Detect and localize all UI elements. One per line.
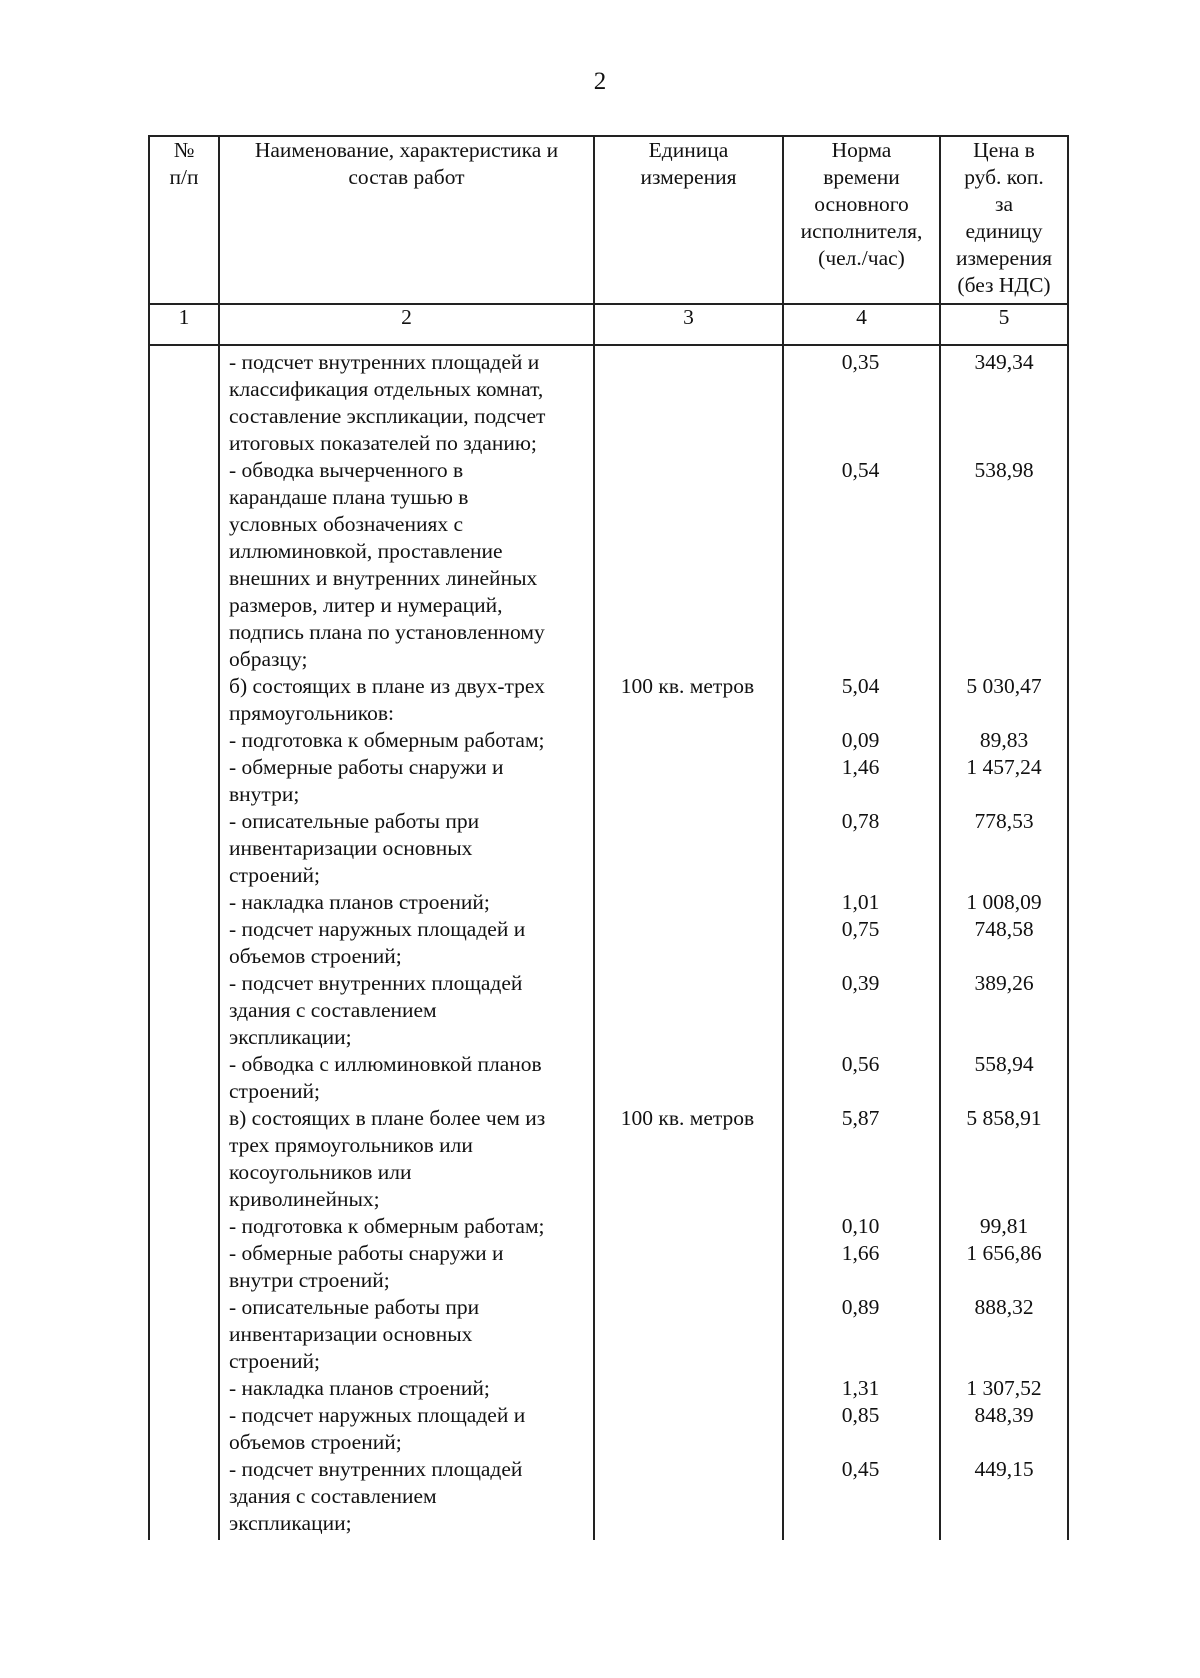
table-row bbox=[0, 970, 1200, 997]
work-description: - обводка вычерченного в bbox=[229, 458, 464, 482]
work-description: - подготовка к обмерным работам; bbox=[229, 728, 545, 752]
unit-price: 888,32 bbox=[974, 1295, 1034, 1319]
table-row bbox=[0, 403, 1200, 430]
work-description: внешних и внутренних линейных bbox=[229, 566, 538, 590]
time-norm: 1,66 bbox=[841, 1241, 880, 1265]
column-number-2: 2 bbox=[401, 305, 412, 329]
work-description: образцу; bbox=[229, 647, 308, 671]
table-row bbox=[0, 565, 1200, 592]
unit-price: 349,34 bbox=[974, 350, 1034, 374]
header-number: № п/п bbox=[169, 138, 199, 189]
table-row bbox=[0, 538, 1200, 565]
work-description: объемов строений; bbox=[229, 1430, 402, 1454]
work-description: размеров, литер и нумераций, bbox=[229, 593, 503, 617]
table-row bbox=[0, 1510, 1200, 1537]
work-description: иллюминовкой, проставление bbox=[229, 539, 503, 563]
work-description: внутри; bbox=[229, 782, 300, 806]
table-row bbox=[0, 1267, 1200, 1294]
time-norm: 0,45 bbox=[841, 1457, 880, 1481]
work-description: - описательные работы при bbox=[229, 809, 480, 833]
work-description: - обмерные работы снаружи и bbox=[229, 755, 504, 779]
header-norm: Норма времени основного исполнителя, (чел./час) bbox=[800, 138, 923, 270]
table-row bbox=[0, 889, 1200, 916]
unit-price: 848,39 bbox=[974, 1403, 1034, 1427]
table-row bbox=[0, 592, 1200, 619]
unit-price: 1 457,24 bbox=[966, 755, 1042, 779]
table-row bbox=[0, 511, 1200, 538]
table-row bbox=[0, 1375, 1200, 1402]
unit-price: 538,98 bbox=[974, 458, 1034, 482]
work-description: криволинейных; bbox=[229, 1187, 380, 1211]
work-description: экспликации; bbox=[229, 1511, 352, 1535]
table-row bbox=[0, 700, 1200, 727]
time-norm: 0,85 bbox=[841, 1403, 880, 1427]
work-description: подпись плана по установленному bbox=[229, 620, 545, 644]
time-norm: 0,89 bbox=[841, 1295, 880, 1319]
work-description: - накладка планов строений; bbox=[229, 1376, 490, 1400]
work-description: инвентаризации основных bbox=[229, 836, 473, 860]
time-norm: 0,75 bbox=[841, 917, 880, 941]
work-description: косоугольников или bbox=[229, 1160, 412, 1184]
column-number-4: 4 bbox=[856, 305, 867, 329]
work-description: строений; bbox=[229, 863, 320, 887]
table-row bbox=[0, 619, 1200, 646]
table-row bbox=[0, 1240, 1200, 1267]
unit-price: 558,94 bbox=[974, 1052, 1034, 1076]
time-norm: 1,01 bbox=[841, 890, 880, 914]
unit-price: 1 307,52 bbox=[966, 1376, 1042, 1400]
table-row bbox=[0, 727, 1200, 754]
time-norm: 5,87 bbox=[841, 1106, 880, 1130]
work-description: б) состоящих в плане из двух-трех bbox=[229, 674, 545, 698]
column-numbers-bottom-border bbox=[148, 344, 1069, 346]
unit-price: 389,26 bbox=[974, 971, 1034, 995]
time-norm: 0,10 bbox=[841, 1214, 880, 1238]
table-row bbox=[0, 1159, 1200, 1186]
work-description: объемов строений; bbox=[229, 944, 402, 968]
table-row bbox=[0, 1348, 1200, 1375]
table-row bbox=[0, 349, 1200, 376]
time-norm: 0,54 bbox=[841, 458, 880, 482]
work-description: - накладка планов строений; bbox=[229, 890, 490, 914]
work-description: прямоугольников: bbox=[229, 701, 394, 725]
work-description: здания с составлением bbox=[229, 1484, 437, 1508]
header-unit: Единица измерения bbox=[640, 138, 737, 189]
table-row bbox=[0, 835, 1200, 862]
time-norm: 0,56 bbox=[841, 1052, 880, 1076]
unit-price: 449,15 bbox=[974, 1457, 1034, 1481]
table-row bbox=[0, 754, 1200, 781]
table-row bbox=[0, 1321, 1200, 1348]
unit-price: 1 008,09 bbox=[966, 890, 1042, 914]
column-number-3: 3 bbox=[683, 305, 694, 329]
table-row bbox=[0, 376, 1200, 403]
table-row bbox=[0, 1402, 1200, 1429]
table-row bbox=[0, 1294, 1200, 1321]
unit-price: 99,81 bbox=[979, 1214, 1029, 1238]
header-price: Цена в руб. коп. за единицу измерения (без НДС) bbox=[955, 138, 1053, 297]
work-description: составление экспликации, подсчет bbox=[229, 404, 546, 428]
work-description: - подсчет внутренних площадей bbox=[229, 1457, 523, 1481]
time-norm: 0,09 bbox=[841, 728, 880, 752]
column-number-5: 5 bbox=[998, 305, 1010, 329]
unit-price: 5 030,47 bbox=[966, 674, 1042, 698]
unit-price: 778,53 bbox=[974, 809, 1034, 833]
table-row bbox=[0, 943, 1200, 970]
table-row bbox=[0, 1105, 1200, 1132]
work-description: инвентаризации основных bbox=[229, 1322, 473, 1346]
work-description: - подсчет наружных площадей и bbox=[229, 917, 526, 941]
work-description: - подсчет наружных площадей и bbox=[229, 1403, 526, 1427]
table-row bbox=[0, 1024, 1200, 1051]
table-row bbox=[0, 1213, 1200, 1240]
table-row bbox=[0, 997, 1200, 1024]
table-row bbox=[0, 484, 1200, 511]
header-name: Наименование, характеристика и состав работ bbox=[254, 138, 559, 189]
table-row bbox=[0, 457, 1200, 484]
work-description: здания с составлением bbox=[229, 998, 437, 1022]
table-row bbox=[0, 862, 1200, 889]
table-row bbox=[0, 1483, 1200, 1510]
table-row bbox=[0, 430, 1200, 457]
work-description: - подсчет внутренних площадей bbox=[229, 971, 523, 995]
time-norm: 1,31 bbox=[841, 1376, 880, 1400]
time-norm: 0,39 bbox=[841, 971, 880, 995]
table-row bbox=[0, 646, 1200, 673]
work-description: условных обозначениях с bbox=[229, 512, 464, 536]
unit-price: 89,83 bbox=[979, 728, 1029, 752]
unit-price: 748,58 bbox=[974, 917, 1034, 941]
unit-of-measure: 100 кв. метров bbox=[620, 674, 755, 698]
work-description: - подсчет внутренних площадей и bbox=[229, 350, 540, 374]
work-description: экспликации; bbox=[229, 1025, 352, 1049]
work-description: трех прямоугольников или bbox=[229, 1133, 473, 1157]
time-norm: 0,35 bbox=[841, 350, 880, 374]
table-row bbox=[0, 1186, 1200, 1213]
work-description: классификация отдельных комнат, bbox=[229, 377, 544, 401]
table-row bbox=[0, 1456, 1200, 1483]
work-description: внутри строений; bbox=[229, 1268, 390, 1292]
table-row bbox=[0, 673, 1200, 700]
work-description: - подготовка к обмерным работам; bbox=[229, 1214, 545, 1238]
work-description: - описательные работы при bbox=[229, 1295, 480, 1319]
column-number-1: 1 bbox=[178, 305, 190, 329]
work-description: - обводка с иллюминовкой планов bbox=[229, 1052, 542, 1076]
work-description: - обмерные работы снаружи и bbox=[229, 1241, 504, 1265]
unit-price: 5 858,91 bbox=[966, 1106, 1042, 1130]
unit-price: 1 656,86 bbox=[966, 1241, 1042, 1265]
table-row bbox=[0, 808, 1200, 835]
time-norm: 0,78 bbox=[841, 809, 880, 833]
work-description: итоговых показателей по зданию; bbox=[229, 431, 537, 455]
time-norm: 5,04 bbox=[841, 674, 880, 698]
table-row bbox=[0, 916, 1200, 943]
table-row bbox=[0, 1078, 1200, 1105]
time-norm: 1,46 bbox=[841, 755, 880, 779]
unit-of-measure: 100 кв. метров bbox=[620, 1106, 755, 1130]
table-row bbox=[0, 1051, 1200, 1078]
table-row bbox=[0, 781, 1200, 808]
page-number: 2 bbox=[593, 68, 607, 95]
work-description: строений; bbox=[229, 1079, 320, 1103]
table-row bbox=[0, 1429, 1200, 1456]
table-row bbox=[0, 1132, 1200, 1159]
work-description: в) состоящих в плане более чем из bbox=[229, 1106, 546, 1130]
work-description: строений; bbox=[229, 1349, 320, 1373]
work-description: карандаше плана тушью в bbox=[229, 485, 469, 509]
